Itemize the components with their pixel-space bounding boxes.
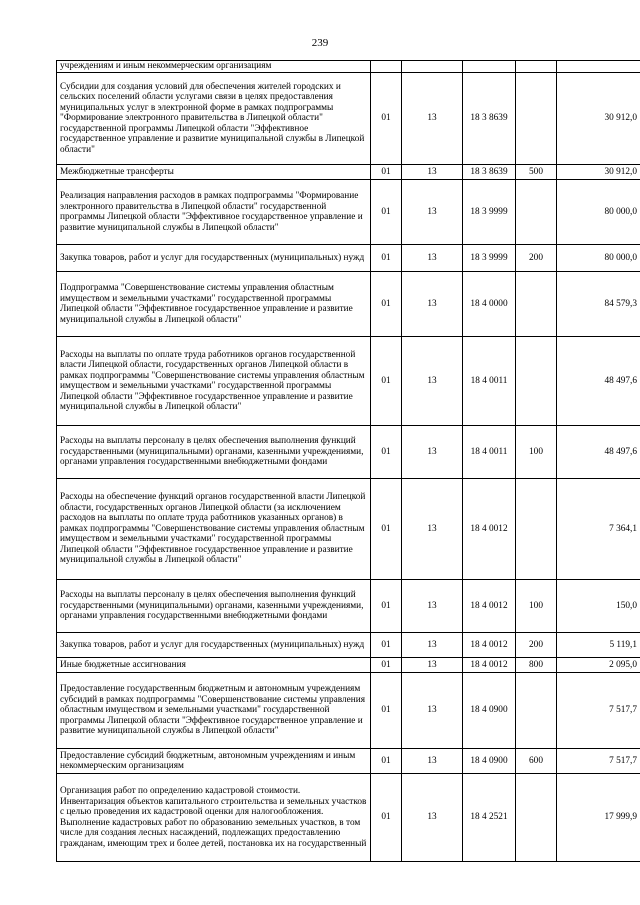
table-row: [57, 774, 640, 862]
row-expense-type: [516, 180, 557, 245]
row-expense-type: 200: [516, 245, 557, 272]
row-amount: [557, 61, 640, 73]
table-row: [57, 337, 640, 426]
row-amount: 7 517,7: [557, 673, 640, 749]
budget-table-body: [57, 61, 640, 862]
row-subsection: 13: [402, 73, 463, 165]
table-row: [57, 749, 640, 774]
row-expense-type: [516, 73, 557, 165]
row-section: 01: [371, 774, 402, 862]
row-expense-type: [516, 774, 557, 862]
row-target-code: 18 3 8639: [463, 73, 516, 165]
row-subsection: 13: [402, 580, 463, 633]
row-expense-type: [516, 337, 557, 426]
row-name: Расходы на выплаты персоналу в целях обеспечения выполнения функций государственными (муниципальными) органами, казенными учреждениями, органами управления государственными внебюджетными фондами: [57, 580, 371, 633]
row-section: 01: [371, 337, 402, 426]
row-expense-type: [516, 272, 557, 337]
row-section: 01: [371, 426, 402, 479]
row-name: Закупка товаров, работ и услуг для государственных (муниципальных) нужд: [57, 633, 371, 658]
row-subsection: 13: [402, 426, 463, 479]
row-name: Расходы на выплаты по оплате труда работников органов государственной власти Липецкой области, государственных органов Липецкой области в рамках подпрограммы "Совершенствование системы управления областным имуществом и земельными участками" государственной программы Липецкой области "Эффективное государственное управление и развитие муниципальной службы в Липецкой области": [57, 337, 371, 426]
row-section: 01: [371, 73, 402, 165]
row-section: [371, 61, 402, 73]
row-amount: 80 000,0: [557, 245, 640, 272]
row-section: 01: [371, 272, 402, 337]
table-row: [57, 673, 640, 749]
budget-table: [56, 60, 640, 862]
row-amount: 2 095,0: [557, 658, 640, 673]
row-section: 01: [371, 245, 402, 272]
row-subsection: 13: [402, 479, 463, 580]
row-expense-type: 600: [516, 749, 557, 774]
row-name: учреждениям и иным некоммерческим организациям: [57, 61, 371, 73]
table-row: [57, 658, 640, 673]
row-target-code: 18 4 0900: [463, 749, 516, 774]
row-section: 01: [371, 580, 402, 633]
row-amount: 17 999,9: [557, 774, 640, 862]
row-subsection: 13: [402, 673, 463, 749]
table-row: [57, 272, 640, 337]
row-amount: 48 497,6: [557, 337, 640, 426]
row-name: Иные бюджетные ассигнования: [57, 658, 371, 673]
table-row: [57, 61, 640, 73]
row-expense-type: [516, 673, 557, 749]
row-expense-type: 800: [516, 658, 557, 673]
row-target-code: 18 4 0012: [463, 580, 516, 633]
row-target-code: 18 3 9999: [463, 245, 516, 272]
row-amount: 84 579,3: [557, 272, 640, 337]
table-row: [57, 426, 640, 479]
row-expense-type: 100: [516, 580, 557, 633]
row-name: Межбюджетные трансферты: [57, 165, 371, 180]
table-row: [57, 245, 640, 272]
row-amount: 30 912,0: [557, 165, 640, 180]
row-amount: 48 497,6: [557, 426, 640, 479]
row-subsection: 13: [402, 180, 463, 245]
row-amount: 150,0: [557, 580, 640, 633]
row-section: 01: [371, 658, 402, 673]
table-row: [57, 580, 640, 633]
row-expense-type: 500: [516, 165, 557, 180]
table-row: [57, 180, 640, 245]
row-name: Подпрограмма "Совершенствование системы управления областным имуществом и земельными участками" государственной программы Липецкой области "Эффективное государственное управление и развитие муниципальной службы в Липецкой области": [57, 272, 371, 337]
row-section: 01: [371, 673, 402, 749]
row-expense-type: [516, 61, 557, 73]
row-subsection: 13: [402, 245, 463, 272]
row-name: Реализация направления расходов в рамках подпрограммы "Формирование электронного правительства в Липецкой области" государственной программы Липецкой области "Эффективное государственное управление и развитие муниципальной службы в Липецкой области": [57, 180, 371, 245]
row-subsection: [402, 61, 463, 73]
row-name: Предоставление субсидий бюджетным, автономным учреждениям и иным некоммерческим организациям: [57, 749, 371, 774]
row-section: 01: [371, 633, 402, 658]
table-row: [57, 479, 640, 580]
row-name: Организация работ по определению кадастровой стоимости. Инвентаризация объектов капитального строительства и земельных участков с целью проведения их кадастровой оценки для налогообложения. Выполнение кадастровых работ по образованию земельных участков, в том числе для создания лесных насаждений, подлежащих предоставлению гражданам, имеющим трех и более детей, постановка их на государственный: [57, 774, 371, 862]
row-amount: 7 517,7: [557, 749, 640, 774]
page-number: 239: [311, 37, 329, 49]
row-target-code: 18 4 0000: [463, 272, 516, 337]
row-name: Расходы на выплаты персоналу в целях обеспечения выполнения функций государственными (муниципальными) органами, казенными учреждениями, органами управления государственными внебюджетными фондами: [57, 426, 371, 479]
row-section: 01: [371, 180, 402, 245]
table-row: [57, 165, 640, 180]
row-target-code: 18 4 0011: [463, 426, 516, 479]
row-target-code: 18 4 0012: [463, 479, 516, 580]
row-subsection: 13: [402, 774, 463, 862]
row-expense-type: [516, 479, 557, 580]
row-subsection: 13: [402, 272, 463, 337]
table-row: [57, 633, 640, 658]
row-target-code: [463, 61, 516, 73]
row-target-code: 18 3 9999: [463, 180, 516, 245]
row-name: Расходы на обеспечение функций органов государственной власти Липецкой области, государственных органов Липецкой области (за исключением расходов на выплаты по оплате труда работников указанных органов) в рамках подпрограммы "Совершенствование системы управления областным имуществом и земельными участками" государственной программы Липецкой области "Эффективное государственное управление и развитие муниципальной службы в Липецкой области": [57, 479, 371, 580]
row-amount: 30 912,0: [557, 73, 640, 165]
row-expense-type: 100: [516, 426, 557, 479]
row-subsection: 13: [402, 337, 463, 426]
row-subsection: 13: [402, 165, 463, 180]
row-target-code: 18 4 0012: [463, 633, 516, 658]
row-amount: 5 119,1: [557, 633, 640, 658]
row-target-code: 18 4 2521: [463, 774, 516, 862]
row-target-code: 18 4 0012: [463, 658, 516, 673]
row-target-code: 18 4 0011: [463, 337, 516, 426]
row-target-code: 18 3 8639: [463, 165, 516, 180]
row-subsection: 13: [402, 658, 463, 673]
row-amount: 7 364,1: [557, 479, 640, 580]
row-section: 01: [371, 749, 402, 774]
row-expense-type: 200: [516, 633, 557, 658]
row-subsection: 13: [402, 749, 463, 774]
row-name: Закупка товаров, работ и услуг для государственных (муниципальных) нужд: [57, 245, 371, 272]
row-section: 01: [371, 479, 402, 580]
table-row: [57, 73, 640, 165]
row-name: Предоставление государственным бюджетным и автономным учреждениям субсидий в рамках подпрограммы "Совершенствование системы управления областным имуществом и земельными участками" государственной программы Липецкой области "Эффективное государственное управление и развитие муниципальной службы в Липецкой области": [57, 673, 371, 749]
row-subsection: 13: [402, 633, 463, 658]
row-section: 01: [371, 165, 402, 180]
row-amount: 80 000,0: [557, 180, 640, 245]
row-target-code: 18 4 0900: [463, 673, 516, 749]
row-name: Субсидии для создания условий для обеспечения жителей городских и сельских поселений области услугами связи в целях предоставления муниципальных услуг в электронной форме в рамках подпрограммы "Формирование электронного правительства в Липецкой области" государственной программы Липецкой области "Эффективное государственное управление и развитие муниципальной службы в Липецкой области": [57, 73, 371, 165]
